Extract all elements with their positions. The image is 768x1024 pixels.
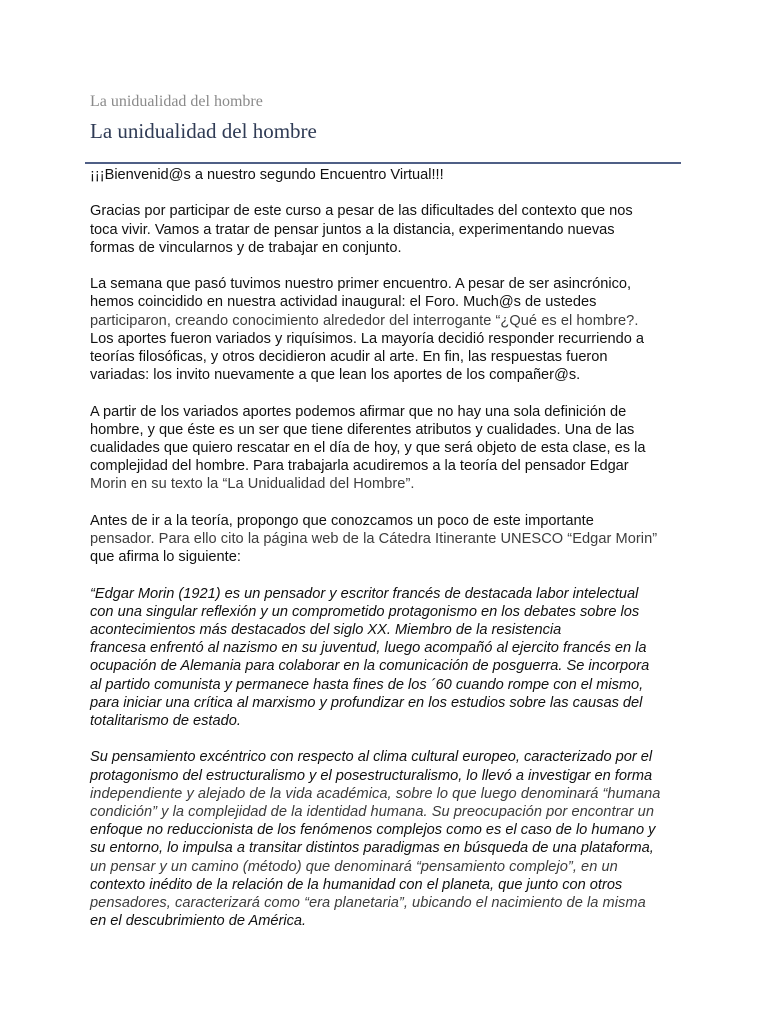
paragraph-spacer (90, 494, 680, 512)
quote-thought (90, 748, 680, 930)
paragraph-line: Los aportes fueron variados y riquísimos. La mayoría decidió responder recurriendo a (90, 330, 645, 347)
quote-line: un pensar y un camino (método) que denominará “pensamiento complejo”, en un (90, 858, 618, 875)
paragraph-line: participaron, creando conocimiento alrededor del interrogante “¿Qué es el hombre?. (90, 312, 639, 329)
paragraph-line: variadas: los invito nuevamente a que lean los aportes de los compañer@s. (90, 367, 581, 384)
quote-line: condición” y la complejidad de la identidad humana. Su preocupación por encontrar un (90, 804, 654, 821)
paragraph-line: hemos coincidido en nuestra actividad inaugural: el Foro. Much@s de ustedes (90, 294, 597, 311)
quote-line: pensadores, caracterizará como “era planetaria”, ubicando el nacimiento de la misma (90, 895, 646, 912)
paragraph-line: teorías filosóficas, y otros decidieron acudir al arte. En fin, las respuestas fueron (90, 349, 608, 365)
paragraph-line: pensador. Para ello cito la página web de la Cátedra Itinerante UNESCO “Edgar Morin” (90, 531, 658, 547)
quote-line: independiente y alejado de la vida académica, sobre lo que luego denominará “humana (90, 785, 661, 802)
paragraph-line: que afirma lo siguiente: (90, 549, 241, 566)
paragraph-line: complejidad del hombre. Para trabajarla acudiremos a la teoría del pensador Edgar (90, 458, 629, 475)
quote-line: ocupación de Alemania para colaborar en la comunicación de posguerra. Se incorpora (90, 658, 650, 675)
quote-line: acontecimientos más destacados del siglo XX. Miembro de la resistencia (90, 622, 562, 638)
paragraph-complexity (90, 403, 680, 494)
paragraph-last-week (90, 275, 680, 384)
quote-line: francesa enfrentó al nazismo en su juventud, luego acompañó al ejercito francés en la (90, 640, 647, 657)
document-body (90, 166, 680, 930)
paragraph-spacer (90, 566, 680, 584)
quote-line: para iniciar una crítica al marxismo y profundizar en los estudios sobre las causas del (90, 694, 643, 711)
paragraph-line: hombre, y que éste es un ser que tiene diferentes atributos y cualidades. Una de las (90, 421, 635, 438)
paragraph-spacer (90, 384, 680, 402)
quote-line: enfoque no reduccionista de los fenómenos complejos como es el caso de lo humano y (90, 822, 656, 839)
quote-line: su entorno, lo impulsa a transitar distintos paradigmas en búsqueda de una plataforma, (90, 840, 654, 857)
paragraph-line: ¡¡¡Bienvenid@s a nuestro segundo Encuentro Virtual!!! (90, 167, 444, 183)
paragraph-thanks (90, 202, 680, 257)
paragraph-line: toca vivir. Vamos a tratar de pensar juntos a la distancia, experimentando nuevas (90, 221, 615, 238)
welcome-line (90, 166, 680, 184)
paragraph-line: Morin en su texto la “La Unidualidad del Hombre”. (90, 476, 415, 493)
quote-line: “Edgar Morin (1921) es un pensador y escritor francés de destacada labor intelectual (90, 585, 639, 602)
quote-biography (90, 585, 680, 731)
quote-line: totalitarismo de estado. (90, 713, 241, 730)
paragraph-line: Antes de ir a la teoría, propongo que conozcamos un poco de este importante (90, 512, 594, 529)
quote-line: al partido comunista y permanece hasta fines de los ´60 cuando rompe con el mismo, (90, 676, 644, 693)
paragraph-line: formas de vincularnos y de trabajar en conjunto. (90, 239, 402, 256)
paragraph-line: Gracias por participar de este curso a pesar de las dificultades del contexto que nos (90, 203, 633, 220)
paragraph-line: La semana que pasó tuvimos nuestro primer encuentro. A pesar de ser asincrónico, (90, 276, 632, 293)
paragraph-spacer (90, 257, 680, 275)
running-header: La unidualidad del hombre (90, 93, 263, 110)
quote-line: en el descubrimiento de América. (90, 913, 307, 930)
quote-line: Su pensamiento excéntrico con respecto al clima cultural europeo, caracterizado por el (90, 749, 653, 766)
quote-line: protagonismo del estructuralismo y el posestructuralismo, lo llevó a investigar en forma (90, 767, 653, 784)
title-divider (85, 162, 681, 164)
paragraph-line: A partir de los variados aportes podemos afirmar que no hay una sola definición de (90, 403, 627, 420)
paragraph-spacer (90, 184, 680, 202)
paragraph-spacer (90, 730, 680, 748)
quote-line: contexto inédito de la relación de la humanidad con el planeta, que junto con otros (90, 876, 623, 893)
paragraph-line: cualidades que quiero rescatar en el día de hoy, y que será objeto de esta clase, es la (90, 440, 646, 456)
paragraph-before-theory (90, 512, 680, 567)
quote-line: con una singular reflexión y un comprometido protagonismo en los debates sobre los (90, 603, 640, 620)
document-title: La unidualidad del hombre (90, 119, 317, 143)
